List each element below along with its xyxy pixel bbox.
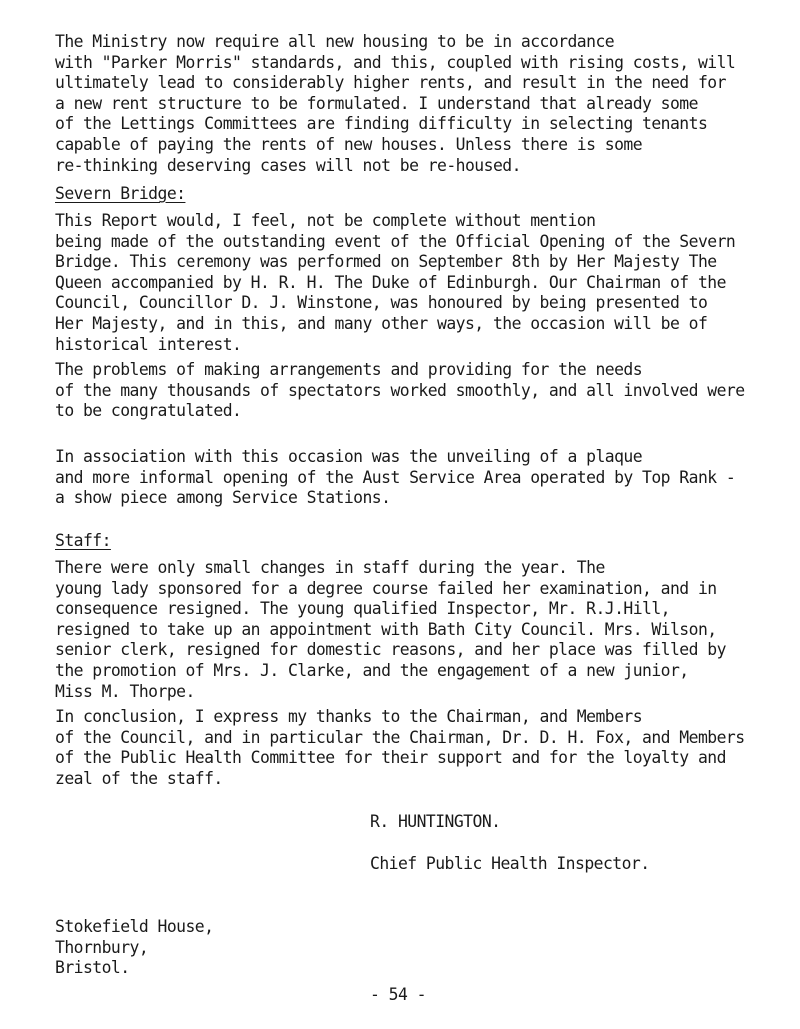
intro-paragraph: The Ministry now require all new housing to be in accordance with "Parker Morris" standards, and this, coupled with rising costs, will ultimately lead to considerably higher rents, and result in the need for a new rent structure to be formulated. I understand that already some of the Lettings Committees are finding difficulty in selecting tenants capable of paying the rents of new houses. Unless there is some re-thinking deserving cases will not be re-housed.	[55, 32, 736, 175]
staff-paragraph-2: In conclusion, I express my thanks to the Chairman, and Members of the Council, and in particular the Chairman, Dr. D. H. Fox, and Members of the Public Health Committee for their support and for the loyalty and zeal of the staff.	[55, 707, 745, 788]
severn-paragraph-2: The problems of making arrangements and providing for the needs of the many thousands of spectators worked smoothly, and all involved were to be congratulated.	[55, 360, 745, 421]
severn-paragraph-3: In association with this occasion was the unveiling of a plaque and more informal opening of the Aust Service Area operated by Top Rank - a show piece among Service Stations.	[55, 447, 736, 508]
signature-title: Chief Public Health Inspector.	[370, 854, 650, 873]
signature-name: R. HUNTINGTON.	[370, 812, 501, 831]
page-number: - 54 -	[370, 985, 426, 1004]
severn-bridge-heading: Severn Bridge:	[55, 184, 186, 203]
address-block: Stokefield House, Thornbury, Bristol.	[55, 917, 214, 978]
staff-heading: Staff:	[55, 531, 111, 550]
severn-paragraph-1: This Report would, I feel, not be complete without mention being made of the outstanding event of the Official Opening of the Severn Bridge. This ceremony was performed on September 8th by Her Majesty The Queen accompanied by H. R. H. The Duke of Edinburgh. Our Chairman of the Council, Councillor D. J. Winstone, was honoured by being presented to Her Majesty, and in this, and many other ways, the occasion will be of historical interest.	[55, 211, 736, 354]
staff-paragraph-1: There were only small changes in staff during the year. The young lady sponsored for a degree course failed her examination, and in consequence resigned. The young qualified Inspector, Mr. R.J.Hill, resigned to take up an appointment with Bath City Council. Mrs. Wilson, senior clerk, resigned for domestic reasons, and her place was filled by the promotion of Mrs. J. Clarke, and the engagement of a new junior, Miss M. Thorpe.	[55, 558, 726, 701]
